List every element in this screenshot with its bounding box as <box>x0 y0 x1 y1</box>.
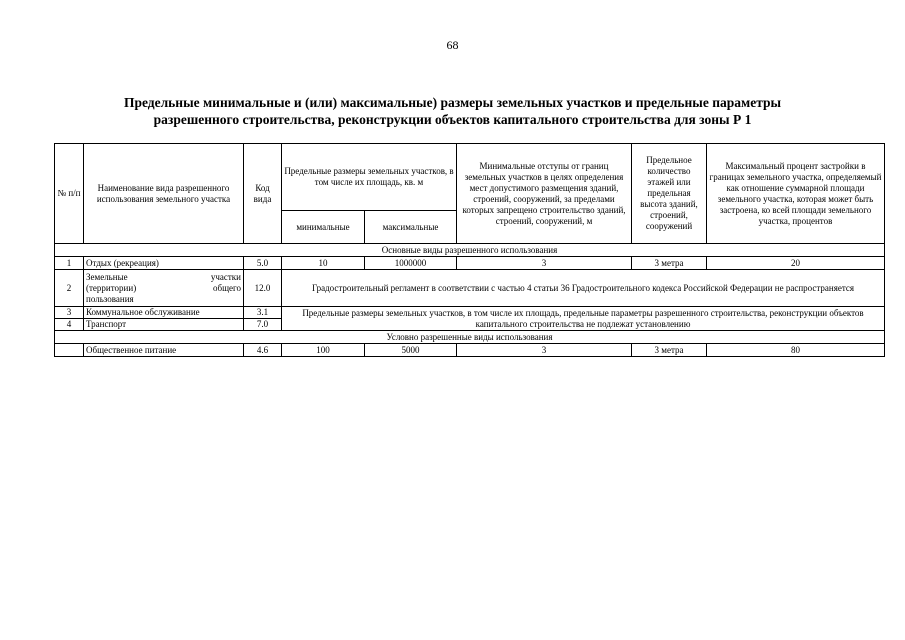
row-num <box>55 344 84 357</box>
row-code: 4.6 <box>244 344 282 357</box>
header-code: Код вида <box>244 144 282 244</box>
row-num: 4 <box>55 319 84 331</box>
header-row <box>55 144 885 211</box>
page-number: 68 <box>446 38 459 52</box>
row-name: Общественное питание <box>84 344 244 357</box>
row-percent: 20 <box>707 257 885 270</box>
row-max: 5000 <box>365 344 457 357</box>
row-num: 1 <box>55 257 84 270</box>
header-name: Наименование вида разрешенного использования земельного участка <box>84 144 244 244</box>
section-main: Основные виды разрешенного использования <box>55 244 885 257</box>
table-row <box>55 344 885 357</box>
row-floors: 3 метра <box>632 257 707 270</box>
document-title <box>60 94 845 128</box>
row-name: Отдых (рекреация) <box>84 257 244 270</box>
header-min: минимальные <box>282 211 365 244</box>
section-row-conditional <box>55 331 885 344</box>
section-conditional: Условно разрешенные виды использования <box>55 331 885 344</box>
row-name-line-3: пользования <box>86 293 134 304</box>
row-percent: 80 <box>707 344 885 357</box>
row-setback: 3 <box>457 344 632 357</box>
header-max: максимальные <box>365 211 457 244</box>
title-line-1: Предельные минимальные и (или) максимальные) размеры земельных участков и предельные параметры <box>123 95 782 110</box>
row-note: Предельные размеры земельных участков, в том числе их площадь, предельные параметры разрешенного строительства, реконструкции объектов капитального строительства не подлежат установлению <box>282 307 885 331</box>
row-min: 10 <box>282 257 365 270</box>
regulations-table <box>54 143 885 357</box>
row-code: 12.0 <box>244 270 282 307</box>
row-num: 2 <box>55 270 84 307</box>
header-sizes: Предельные размеры земельных участков, в том числе их площадь, кв. м <box>282 144 457 211</box>
row-floors: 3 метра <box>632 344 707 357</box>
row-code: 3.1 <box>244 307 282 319</box>
row-setback: 3 <box>457 257 632 270</box>
row-code: 5.0 <box>244 257 282 270</box>
row-min: 100 <box>282 344 365 357</box>
row-name: Транспорт <box>84 319 244 331</box>
row-name-line-1: Земельные участки <box>86 271 241 282</box>
row-name-line-2: (территории) общего <box>86 282 241 293</box>
row-max: 1000000 <box>365 257 457 270</box>
header-num: № п/п <box>55 144 84 244</box>
row-name: Коммунальное обслуживание <box>84 307 244 319</box>
row-note: Градостроительный регламент в соответствии с частью 4 статьи 36 Градостроительного кодекса Российской Федерации не распространяется <box>282 270 885 307</box>
table-row <box>55 270 885 307</box>
title-line-2: разрешенного строительства, реконструкции объектов капитального строительства для зоны Р 1 <box>153 112 752 127</box>
row-code: 7.0 <box>244 319 282 331</box>
row-num: 3 <box>55 307 84 319</box>
header-floors: Предельное количество этажей или предельная высота зданий, строений, сооружений <box>632 144 707 244</box>
row-name <box>84 270 244 307</box>
table-row <box>55 307 885 319</box>
header-setback: Минимальные отступы от границ земельных участков в целях определения мест допустимого размещения зданий, строений, сооружений, за пределами которых запрещено строительство зданий, строений, сооружений, м <box>457 144 632 244</box>
header-percent: Максимальный процент застройки в границах земельного участка, определяемый как отношение суммарной площади земельного участка, которая может быть застроена, ко всей площади земельного участка, процентов <box>707 144 885 244</box>
section-row-main <box>55 244 885 257</box>
table-row <box>55 257 885 270</box>
